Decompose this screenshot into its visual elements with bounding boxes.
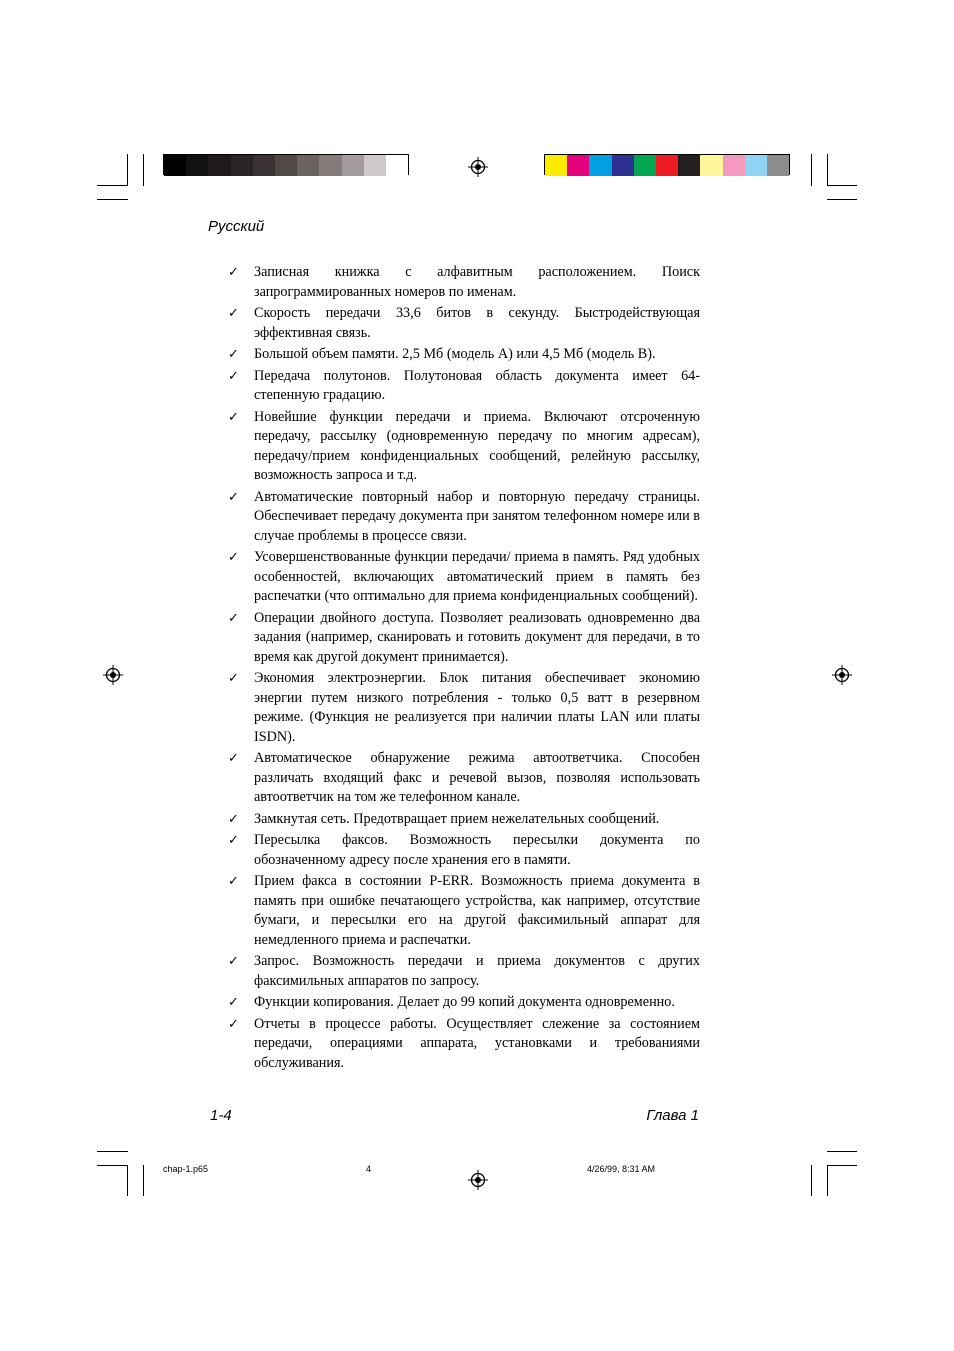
- checkmark-icon: ✓: [228, 995, 239, 1010]
- checkmark-icon: ✓: [228, 1016, 239, 1032]
- checkmark-icon: ✓: [228, 833, 239, 848]
- feature-text: Усовершенствованные функции передачи/ приема в память. Ряд удобных особенностей, включающих автоматический прием в память без распечатки (что оптимально для приема конфиденциальных сообщений).: [254, 549, 700, 604]
- feature-item: [228, 488, 700, 547]
- crop-mark: [127, 154, 128, 186]
- feature-text: Функции копирования. Делает до 99 копий документа одновременно.: [254, 994, 675, 1010]
- feature-item: [228, 1015, 700, 1074]
- checkmark-icon: ✓: [228, 409, 239, 425]
- crop-mark: [827, 199, 857, 200]
- gray-swatch: [342, 155, 364, 176]
- checkmark-icon: ✓: [228, 550, 239, 565]
- color-swatch: [700, 155, 722, 176]
- slug-file: chap-1.p65: [163, 1164, 209, 1174]
- feature-text: Экономия электроэнергии. Блок питания обеспечивает экономию энергии путем низкого потребления - только 0,5 ватт в резервном режиме. (Функция не реализуется при наличии платы LAN или платы ISDN).: [254, 670, 700, 745]
- feature-item: [228, 263, 700, 302]
- color-swatch: [567, 155, 589, 176]
- feature-text: Передача полутонов. Полутоновая область документа имеет 64-степенную градацию.: [254, 367, 700, 403]
- feature-text: Прием факса в состоянии P-ERR. Возможность приема документа в память при ошибке печатающего устройства, как например, отсутствие бумаги, и пересылки его на другой факсимильный аппарат для немедленного приема и распечатки.: [254, 873, 700, 948]
- checkmark-icon: ✓: [228, 954, 239, 969]
- color-swatch: [545, 155, 567, 176]
- color-swatch: [767, 155, 789, 176]
- checkmark-icon: ✓: [228, 671, 239, 686]
- checkmark-icon: ✓: [228, 811, 239, 827]
- color-swatch: [745, 155, 767, 176]
- section-title: Русский: [208, 218, 265, 235]
- feature-item: [228, 304, 700, 343]
- color-swatch: [723, 155, 745, 176]
- feature-item: [228, 345, 700, 365]
- feature-item: [228, 367, 700, 406]
- gray-swatch: [208, 155, 230, 176]
- crop-mark: [97, 1165, 128, 1166]
- color-swatch: [612, 155, 634, 176]
- feature-list: [228, 263, 700, 1075]
- feature-text: Отчеты в процессе работы. Осуществляет слежение за состоянием передачи, операциями аппарата, установками и требованиями обслуживания.: [254, 1015, 700, 1071]
- gray-swatch: [297, 155, 319, 176]
- crop-mark: [97, 1151, 128, 1152]
- feature-text: Замкнутая сеть. Предотвращает прием нежелательных сообщений.: [254, 810, 660, 827]
- feature-text: Пересылка факсов. Возможность пересылки документа по обозначенному адресу после хранения его в памяти.: [254, 832, 700, 868]
- feature-text: Новейшие функции передачи и приема. Включают отсроченную передачу, рассылку (одновременную передачу по многим адресам), передачу/прием конфиденциальных сообщений, релейную рассылку, возможность запроса и т.д.: [254, 408, 700, 483]
- feature-text: Большой объем памяти. 2,5 Мб (модель А) или 4,5 Мб (модель В).: [254, 346, 656, 362]
- registration-mark-icon: [832, 665, 852, 685]
- crop-mark: [143, 1165, 144, 1196]
- registration-mark-icon: [103, 665, 123, 685]
- slug-date: 4/26/99, 8:31 AM: [587, 1164, 656, 1174]
- color-swatch: [589, 155, 611, 176]
- crop-mark: [827, 1165, 857, 1166]
- feature-item: [228, 408, 700, 486]
- feature-item: [228, 993, 700, 1013]
- color-swatch: [678, 155, 700, 176]
- chapter-label: Глава 1: [646, 1107, 699, 1124]
- gray-swatch: [364, 155, 386, 176]
- crop-mark: [811, 154, 812, 186]
- checkmark-icon: ✓: [228, 265, 239, 280]
- crop-mark: [127, 1165, 128, 1196]
- grayscale-calibration-bar: [163, 154, 409, 175]
- gray-swatch: [386, 155, 408, 176]
- feature-text: Автоматические повторный набор и повторную передачу страницы. Обеспечивает передачу документа при занятом телефонном номере или в случае проблемы в процессе связи.: [254, 488, 700, 544]
- checkmark-icon: ✓: [228, 306, 239, 321]
- feature-text: Скорость передачи 33,6 битов в секунду. Быстродействующая эффективная связь.: [254, 305, 700, 341]
- feature-text: Запрос. Возможность передачи и приема документов с других факсимильных аппаратов по запросу.: [254, 953, 700, 989]
- page-number: 1-4: [210, 1107, 232, 1124]
- feature-item: [228, 952, 700, 991]
- gray-swatch: [231, 155, 253, 176]
- gray-swatch: [253, 155, 275, 176]
- checkmark-icon: ✓: [228, 368, 239, 384]
- checkmark-icon: ✓: [228, 751, 239, 766]
- checkmark-icon: ✓: [228, 347, 239, 362]
- crop-mark: [827, 154, 828, 186]
- feature-item: [228, 810, 700, 830]
- crop-mark: [827, 185, 857, 186]
- feature-text: Записная книжка с алфавитным расположением. Поиск запрограммированных номеров по именам.: [254, 264, 700, 300]
- feature-item: [228, 609, 700, 668]
- slug-page: 4: [366, 1164, 372, 1174]
- crop-mark: [97, 185, 128, 186]
- crop-mark: [143, 154, 144, 186]
- color-swatch: [656, 155, 678, 176]
- color-calibration-bar: [544, 154, 790, 175]
- checkmark-icon: ✓: [228, 489, 239, 505]
- feature-text: Автоматическое обнаружение режима автоответчика. Способен различать входящий факс и речевой вызов, позволяя использовать автоответчик на том же телефонном канале.: [254, 750, 700, 805]
- gray-swatch: [164, 155, 186, 176]
- feature-item: [228, 548, 700, 607]
- crop-mark: [827, 1151, 857, 1152]
- gray-swatch: [186, 155, 208, 176]
- gray-swatch: [275, 155, 297, 176]
- feature-item: [228, 872, 700, 950]
- feature-item: [228, 831, 700, 870]
- checkmark-icon: ✓: [228, 610, 239, 626]
- registration-mark-icon: [468, 157, 488, 177]
- feature-text: Операции двойного доступа. Позволяет реализовать одновременно два задания (например, сканировать и готовить документ для передачи, в то время как другой документ принимается).: [254, 609, 700, 665]
- feature-item: [228, 749, 700, 808]
- color-swatch: [634, 155, 656, 176]
- gray-swatch: [319, 155, 341, 176]
- registration-mark-icon: [468, 1170, 488, 1190]
- checkmark-icon: ✓: [228, 874, 239, 889]
- crop-mark: [811, 1165, 812, 1196]
- crop-mark: [827, 1165, 828, 1196]
- feature-item: [228, 669, 700, 747]
- crop-mark: [97, 199, 128, 200]
